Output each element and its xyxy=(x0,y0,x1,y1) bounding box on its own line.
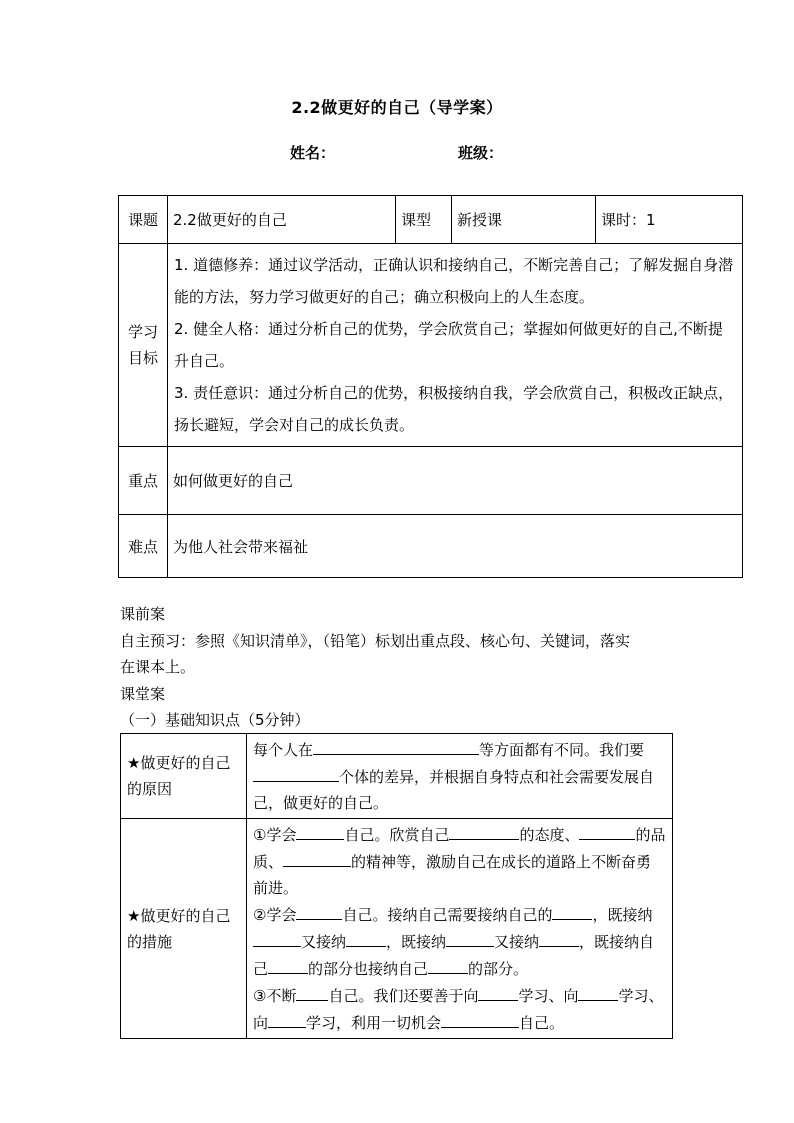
goals-label-line1: 学习 xyxy=(127,323,158,341)
page-title: 2.2做更好的自己（导学案） xyxy=(291,98,503,117)
key-value: 如何做更好的自己 xyxy=(168,447,743,515)
measure-1-text: 的品质、 xyxy=(253,826,666,871)
measure-3-text: 学习、向 xyxy=(253,987,664,1032)
type-value: 新授课 xyxy=(452,196,596,244)
measure-1-text: 的精神等，激励自己在成长的道路上不断奋勇前进。 xyxy=(253,853,652,897)
measure-2-text: 又接纳 xyxy=(301,933,347,951)
course-label: 课题 xyxy=(119,196,168,244)
measure-2-text: 自己。接纳自己需要接纳自己的 xyxy=(342,906,553,924)
pre-class-line1: 自主预习：参照《知识清单》，（铅笔）标划出重点段、核心句、关键词，落实 xyxy=(120,632,631,650)
reason-text-c: 个体的差异，并根据自身特点和社会需要发展自己，做更好的自己。 xyxy=(253,768,655,812)
course-value: 2.2做更好的自己 xyxy=(168,196,396,244)
in-class-heading: 课堂案 xyxy=(120,685,166,703)
blank-field[interactable] xyxy=(283,848,351,867)
blank-field[interactable] xyxy=(578,982,618,1001)
key-label: 重点 xyxy=(119,447,168,515)
measure-2-text: ，既接纳 xyxy=(592,906,653,924)
goal-1: 1. 道德修养：通过议学活动，正确认识和接纳自己，不断完善自己；了解发掘自身潜能的方法，努力学习做更好的自己；确立积极向上的人生态度。 xyxy=(174,256,734,306)
measure-1 xyxy=(253,821,666,901)
blank-field[interactable] xyxy=(268,955,308,974)
blank-field[interactable] xyxy=(428,955,468,974)
pre-class-heading: 课前案 xyxy=(120,605,166,623)
goals-content xyxy=(168,244,743,447)
blank-field[interactable] xyxy=(441,1009,519,1028)
name-label: 姓名： xyxy=(290,144,336,162)
goals-label xyxy=(119,244,168,447)
measure-3-text: 自己。我们还要善于向 xyxy=(328,987,479,1005)
pre-class-line2: 在课本上。 xyxy=(120,658,196,676)
blank-field[interactable] xyxy=(539,928,579,947)
measure-3-text: 学习、向 xyxy=(518,987,579,1005)
measure-1-text: 自己。欣赏自己 xyxy=(344,826,450,844)
measures-label: ★做更好的自己的措施 xyxy=(121,819,247,1039)
measure-2-text: 的部分。 xyxy=(468,960,529,978)
measure-2-text: ，既接纳 xyxy=(386,933,447,951)
reason-text-b: 等方面都有不同。我们要 xyxy=(479,741,645,759)
type-label: 课型 xyxy=(396,196,452,244)
reason-label: ★做更好的自己的原因 xyxy=(121,734,247,819)
measure-1-text: 的态度、 xyxy=(519,826,580,844)
measure-1-text: ①学会 xyxy=(253,826,297,844)
blank-field[interactable] xyxy=(579,821,635,840)
measures-content xyxy=(247,819,673,1039)
goals-label-line2: 目标 xyxy=(127,349,158,367)
blank-field[interactable] xyxy=(313,736,479,755)
difficulty-label: 难点 xyxy=(119,515,168,578)
blank-field[interactable] xyxy=(253,763,339,782)
knowledge-table xyxy=(120,733,673,1039)
blank-field[interactable] xyxy=(346,928,386,947)
blank-field[interactable] xyxy=(446,928,494,947)
measure-2-text: 又接纳 xyxy=(494,933,540,951)
blank-field[interactable] xyxy=(296,901,342,920)
in-class-subheading: （一）基础知识点（5分钟） xyxy=(120,711,310,729)
hours: 课时：1 xyxy=(596,196,743,244)
blank-field[interactable] xyxy=(552,901,592,920)
measure-3-text: ③不断 xyxy=(253,987,297,1005)
measure-3 xyxy=(253,982,666,1036)
goal-2: 2. 健全人格：通过分析自己的优势，学会欣赏自己；掌握如何做更好的自己,不断提升自己。 xyxy=(174,320,723,370)
measure-3-text: 自己。 xyxy=(519,1014,565,1032)
measure-2-text: ②学会 xyxy=(253,906,297,924)
blank-field[interactable] xyxy=(253,928,301,947)
blank-field[interactable] xyxy=(268,1009,306,1028)
blank-field[interactable] xyxy=(478,982,518,1001)
measure-2-text: 的部分也接纳自己 xyxy=(308,960,429,978)
measure-3-text: 学习，利用一切机会 xyxy=(306,1014,442,1032)
blank-field[interactable] xyxy=(296,982,328,1001)
class-label: 班级： xyxy=(458,144,504,162)
info-table xyxy=(118,195,743,578)
measure-2-text: ，既接纳自己 xyxy=(253,933,655,978)
measure-2 xyxy=(253,901,666,982)
blank-field[interactable] xyxy=(449,821,519,840)
goal-3: 3. 责任意识：通过分析自己的优势，积极接纳自我，学会欣赏自己，积极改正缺点，扬长避短，学会对自己的成长负责。 xyxy=(174,384,734,434)
difficulty-value: 为他人社会带来福祉 xyxy=(168,515,743,578)
reason-content xyxy=(247,734,673,819)
reason-text-a: 每个人在 xyxy=(253,741,314,759)
blank-field[interactable] xyxy=(296,821,344,840)
